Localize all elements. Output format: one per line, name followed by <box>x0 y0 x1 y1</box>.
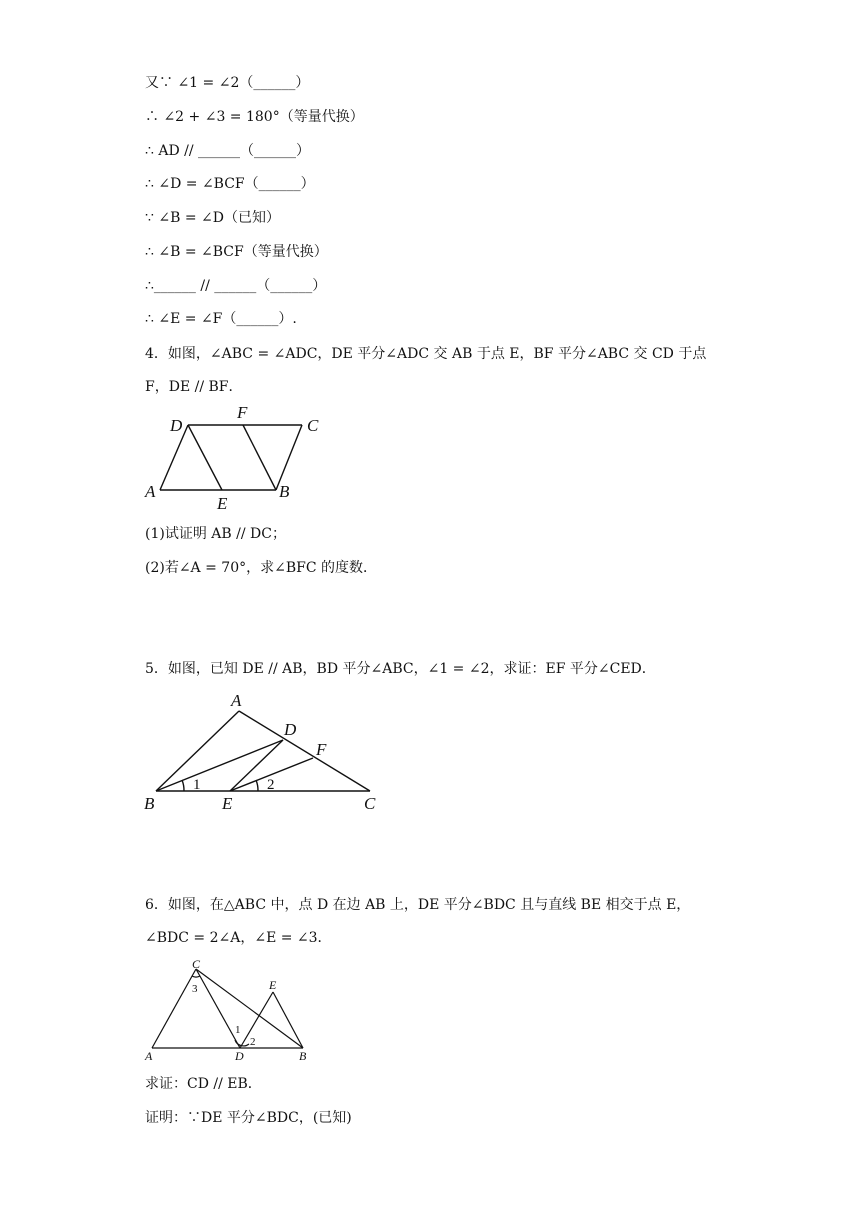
problem4-question2: (2)若∠A = 70°，求∠BFC 的度数． <box>145 560 378 576</box>
label-b: B <box>144 794 155 813</box>
angle-3-arc <box>192 976 200 977</box>
problem6-proof-start: 证明：∵DE 平分∠BDC，(已知) <box>145 1110 352 1126</box>
proof-step-4: ∴ ∠D = ∠BCF（______） <box>145 176 315 192</box>
label-a: A <box>145 1049 153 1063</box>
proof-step-3: ∴ AD // ______（______） <box>145 143 311 159</box>
problem4-statement-line1: 4．如图，∠ABC = ∠ADC，DE 平分∠ADC 交 AB 于点 E，BF 平分∠ABC 交 CD 于点 <box>145 346 707 362</box>
label-d: D <box>284 720 297 739</box>
segment-de <box>188 425 222 490</box>
label-angle-1: 1 <box>235 1024 241 1036</box>
segment-bf <box>243 425 276 490</box>
segment-cd <box>196 969 240 1048</box>
problem6-statement-line2: ∠BDC = 2∠A，∠E = ∠3． <box>145 930 332 946</box>
problem4-figure <box>140 400 340 512</box>
problem6-figure <box>140 955 315 1065</box>
problem6-prove: 求证：CD // EB． <box>145 1076 262 1092</box>
label-c: C <box>364 794 376 813</box>
label-f: F <box>316 740 327 759</box>
label-angle-3: 3 <box>192 983 198 995</box>
label-e: E <box>222 794 233 813</box>
label-f: F <box>237 403 248 422</box>
label-d: D <box>235 1049 244 1063</box>
label-c: C <box>307 416 319 435</box>
segment-de <box>240 992 273 1048</box>
proof-step-6: ∴ ∠B = ∠BCF（等量代换） <box>145 244 328 260</box>
label-c: C <box>192 957 201 971</box>
label-e: E <box>269 978 277 992</box>
proof-step-8: ∴ ∠E = ∠F（______）. <box>145 311 297 327</box>
proof-step-7: ∴______ // ______（______） <box>145 278 327 294</box>
problem4-statement-line2: F，DE // BF． <box>145 379 243 395</box>
problem5-statement: 5．如图，已知 DE // AB，BD 平分∠ABC，∠1 = ∠2，求证：EF 平分∠CED． <box>145 661 656 677</box>
segment-ac <box>152 969 196 1048</box>
label-b: B <box>299 1049 307 1063</box>
proof-step-2: ∴ ∠2 + ∠3 = 180°（等量代换） <box>145 109 364 125</box>
label-e: E <box>217 494 228 513</box>
label-d: D <box>170 416 183 435</box>
segment-eb <box>273 992 303 1048</box>
label-b: B <box>279 482 290 501</box>
angle-1-arc <box>182 780 184 791</box>
problem6-statement-line1: 6．如图，在△ABC 中，点 D 在边 AB 上，DE 平分∠BDC 且与直线 BE 相交于点 E， <box>145 897 691 913</box>
proof-step-5: ∵ ∠B = ∠D（已知） <box>145 210 280 226</box>
angle-2-arc <box>256 780 258 791</box>
segment-bc <box>276 425 302 490</box>
problem5-figure <box>140 685 390 815</box>
label-angle-1: 1 <box>193 777 201 793</box>
proof-step-1: 又∵ ∠1 = ∠2（______） <box>145 75 310 91</box>
label-angle-2: 2 <box>267 777 275 793</box>
segment-bd <box>156 740 283 791</box>
problem4-question1: (1)试证明 AB // DC； <box>145 526 286 542</box>
label-a: A <box>145 482 156 501</box>
label-angle-2: 2 <box>250 1036 256 1048</box>
label-a: A <box>231 691 242 710</box>
